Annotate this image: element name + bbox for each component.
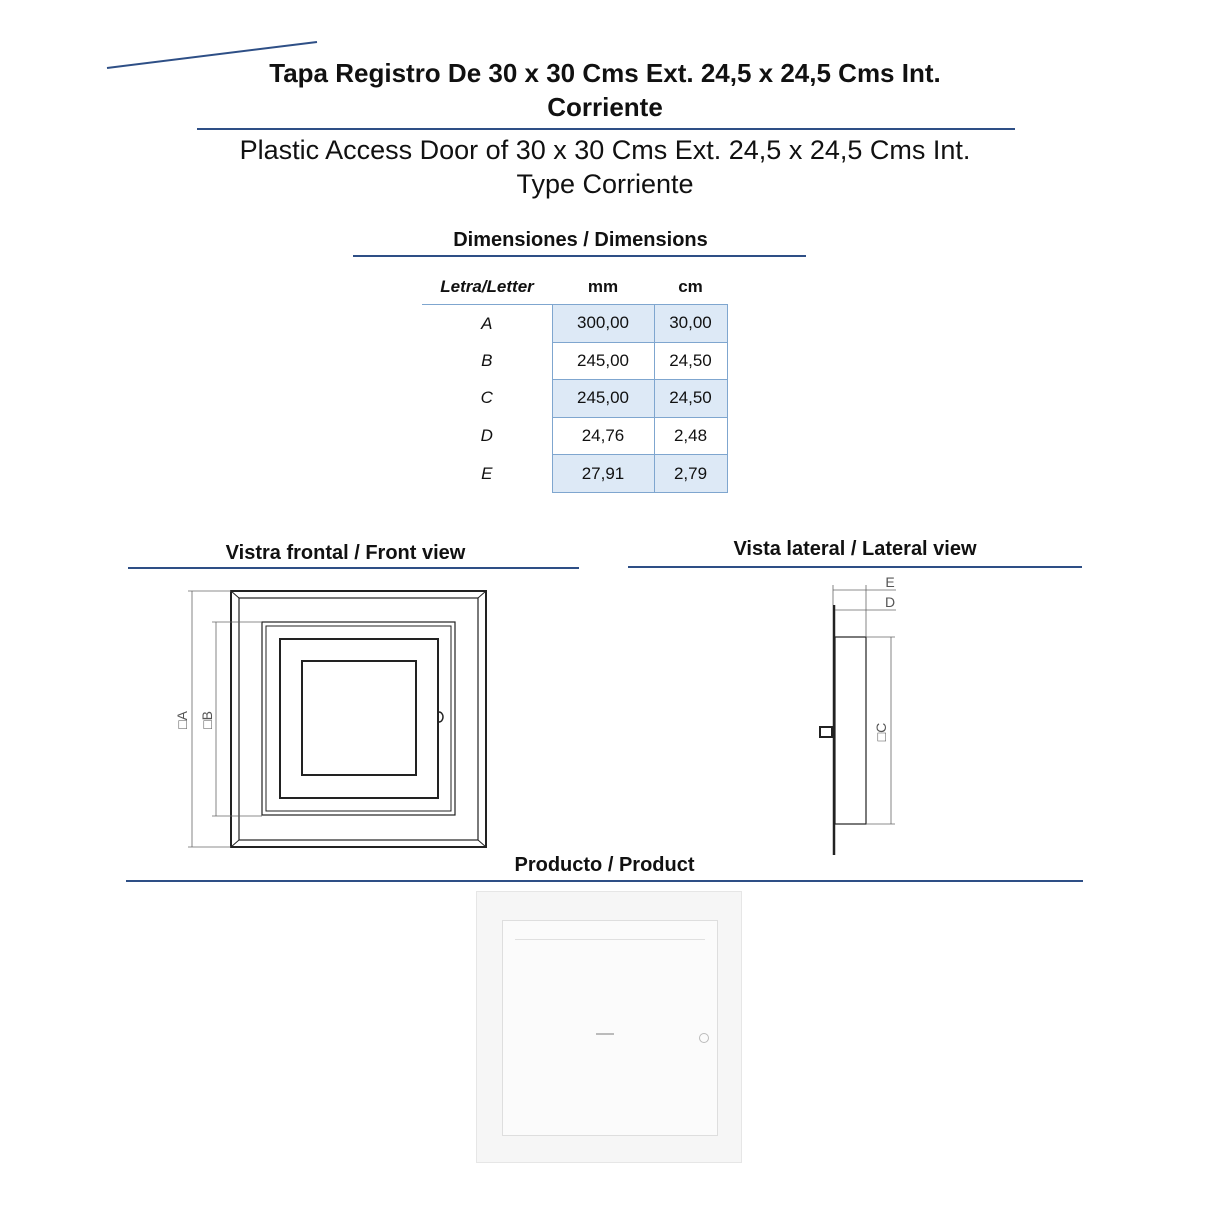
dimension-label-e: E bbox=[885, 574, 895, 590]
cm-cell: 2,48 bbox=[654, 417, 727, 455]
lateral-view-drawing bbox=[800, 570, 920, 870]
letter-cell: E bbox=[481, 463, 493, 483]
letter-cell: C bbox=[480, 388, 493, 408]
dimension-label-b: □B bbox=[199, 711, 215, 729]
cm-cell: 24,50 bbox=[654, 380, 727, 418]
column-header-cm: cm bbox=[678, 277, 703, 296]
cm-cell: 2,79 bbox=[654, 455, 727, 493]
dimensions-table bbox=[422, 270, 728, 493]
table-row bbox=[422, 455, 727, 493]
lateral-view-divider bbox=[628, 566, 1082, 568]
dimension-label-c: □C bbox=[873, 722, 889, 742]
column-header-letter: Letra/Letter bbox=[440, 277, 534, 296]
table-row bbox=[422, 380, 727, 418]
letter-cell: D bbox=[480, 426, 493, 446]
mm-cell: 300,00 bbox=[552, 305, 654, 343]
product-divider bbox=[126, 880, 1083, 882]
title-line-1: Tapa Registro De 30 x 30 Cms Ext. 24,5 x 24,5 Cms Int. bbox=[269, 58, 941, 88]
table-row bbox=[422, 417, 727, 455]
product-door-panel bbox=[502, 920, 718, 1136]
product-label-mark bbox=[596, 1033, 614, 1035]
cm-cell: 30,00 bbox=[654, 305, 727, 343]
title-line-2: Corriente bbox=[547, 92, 663, 122]
dimensions-heading: Dimensiones / Dimensions bbox=[453, 229, 708, 251]
table-header bbox=[422, 270, 727, 305]
table-row bbox=[422, 305, 727, 343]
subtitle-line-2: Type Corriente bbox=[516, 169, 694, 199]
title-divider bbox=[197, 128, 1015, 130]
mm-cell: 27,91 bbox=[552, 455, 654, 493]
dimensions-divider bbox=[353, 255, 806, 257]
product-photo bbox=[476, 891, 742, 1163]
table-row bbox=[422, 342, 727, 380]
letter-cell: A bbox=[481, 313, 493, 333]
dimension-label-a: □A bbox=[174, 711, 190, 729]
column-header-mm: mm bbox=[587, 277, 619, 296]
cm-cell: 24,50 bbox=[654, 342, 727, 380]
mm-cell: 24,76 bbox=[552, 417, 654, 455]
lateral-view-heading: Vista lateral / Lateral view bbox=[733, 538, 977, 560]
mm-cell: 245,00 bbox=[552, 342, 654, 380]
subtitle-line-1: Plastic Access Door of 30 x 30 Cms Ext. 24,5 x 24,5 Cms Int. bbox=[239, 135, 971, 165]
mm-cell: 245,00 bbox=[552, 380, 654, 418]
letter-cell: B bbox=[481, 350, 493, 370]
product-latch bbox=[699, 1033, 709, 1043]
front-view-divider bbox=[128, 567, 579, 569]
product-heading: Producto / Product bbox=[514, 854, 695, 876]
front-view-drawing bbox=[160, 580, 500, 860]
front-view-heading: Vistra frontal / Front view bbox=[225, 542, 466, 564]
dimension-label-d: D bbox=[884, 594, 896, 610]
